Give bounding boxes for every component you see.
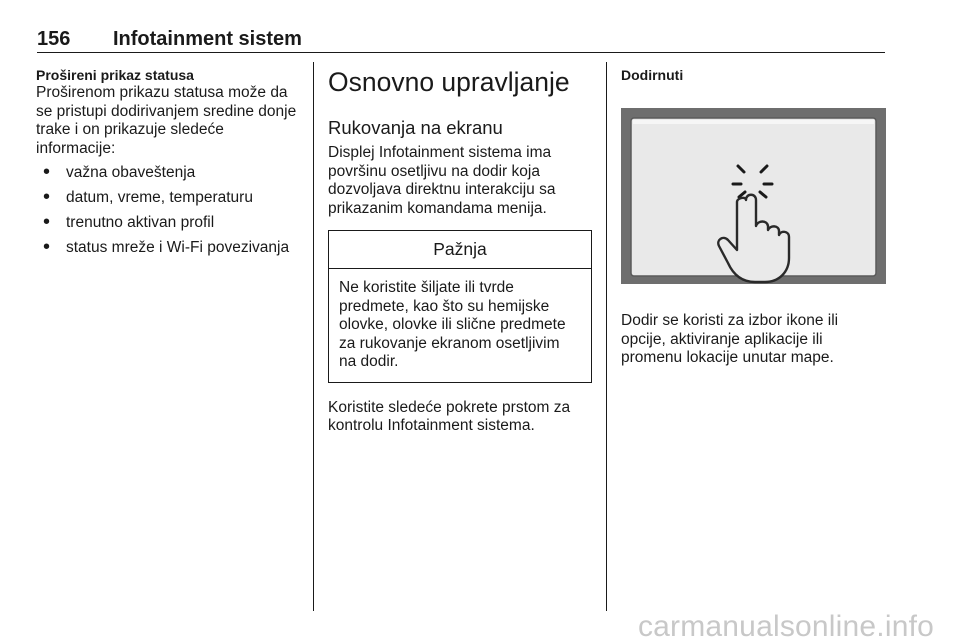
- column-divider: [606, 62, 607, 611]
- subsection-title: Rukovanja na ekranu: [328, 117, 503, 138]
- column-divider: [313, 62, 314, 611]
- page-number: 156: [37, 28, 71, 50]
- list-item: • trenutno aktivan profil: [36, 214, 301, 233]
- caution-box: [328, 230, 592, 383]
- page-header: [37, 26, 885, 53]
- section-subheading: Prošireni prikaz statusa: [36, 67, 194, 83]
- right-column: [621, 62, 887, 368]
- section-title: Osnovno upravljanje: [328, 67, 570, 97]
- tap-gesture-illustration: [621, 108, 886, 284]
- status-paragraph: Proširenom prikazu statusa može da se pristupi dodirivanjem sredine donje trake i on prikazuje sledeće informacije:: [36, 84, 297, 157]
- middle-column: [328, 62, 594, 436]
- gestures-paragraph: Koristite sledeće pokrete prstom za kontrolu Infotainment sistema.: [328, 398, 571, 434]
- list-item: • važna obaveštenja: [36, 164, 301, 183]
- chapter-title: Infotainment sistem: [113, 28, 302, 50]
- list-item: • datum, vreme, temperaturu: [36, 189, 301, 208]
- gesture-heading: Dodirnuti: [621, 67, 684, 83]
- caution-title: Pažnja: [329, 231, 591, 269]
- status-bullet-list: [36, 164, 301, 258]
- left-column: [36, 62, 301, 264]
- caution-body: Ne koristite šiljate ili tvrde predmete, kao što su hemijske olovke, olovke ili slične predmete za rukovanje ekranom osetljivim na dodir.: [339, 279, 566, 370]
- watermark: carmanualsonline.info: [637, 610, 934, 643]
- tap-description: Dodir se koristi za izbor ikone ili opcije, aktiviranje aplikacije ili promenu lokacije unutar mape.: [621, 312, 839, 366]
- list-item: • status mreže i Wi-Fi povezivanja: [36, 239, 301, 258]
- intro-paragraph: Displej Infotainment sistema ima površinu osetljivu na dodir koja dozvoljava direktnu interakciju sa prikazanim komandama menija.: [328, 144, 556, 217]
